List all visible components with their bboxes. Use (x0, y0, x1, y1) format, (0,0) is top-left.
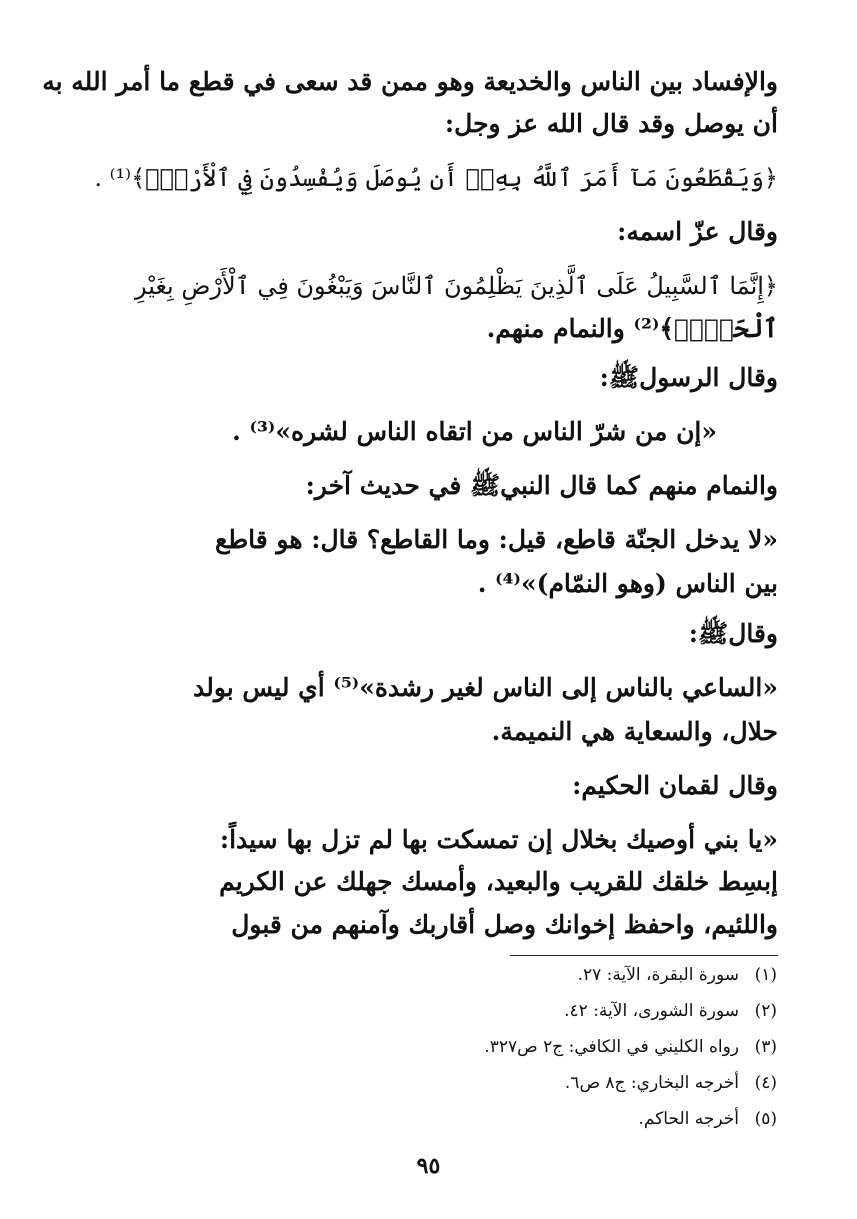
body-line: وقال الرسولﷺ: (599, 363, 778, 392)
body-line: ٱلْحَقِّۚ﴾⁽²⁾ والنمام منهم. (486, 314, 778, 343)
footnote (638, 1107, 777, 1131)
body-line: والإفساد بين الناس والخديعة وهو ممن قد سعى في قطع ما أمر الله به (42, 67, 778, 96)
page-number: ٩٥ (416, 1153, 441, 1179)
hadith-quote: «إن من شرّ الناس من اتقاه الناس لشره»⁽³⁾ . (232, 417, 717, 446)
footnote-text: أخرجه البخاري: ج٨ ص٦. (564, 1073, 739, 1093)
body-line: أن يوصل وقد قال الله عز وجل: (444, 109, 778, 138)
footnote (564, 999, 777, 1023)
quote-line: واللئيم، واحفظ إخوانك وصل أقاربك وآمنهم من قبول (231, 910, 778, 939)
hadith-quote: «الساعي بالناس إلى الناس لغير رشدة»⁽⁵⁾ أي ليس بولد (193, 673, 778, 702)
footnote (484, 1035, 777, 1059)
footnote-number: (١) (754, 965, 777, 985)
body-line: حلال، والسعاية هي النميمة. (491, 717, 778, 746)
body-line: وقال عزّ اسمه: (617, 217, 778, 246)
quote-line: إبسِط خلقك للقريب والبعيد، وأمسك جهلك عن الكريم (219, 867, 778, 896)
quran-verse: ﴿وَيَقْطَعُونَ مَآ أَمَرَ ٱللَّهُ بِهِۦٓ أَن يُوصَلَ وَيُفْسِدُونَ فِي ٱلْأَرْضِۚ﴾⁽¹⁾ . (94, 164, 778, 192)
hadith-quote: بين الناس (وهو النمّام)»⁽⁴⁾ . (477, 569, 778, 598)
quran-verse: ﴿إِنَّمَا ٱلسَّبِيلُ عَلَى ٱلَّذِينَ يَظْلِمُونَ ٱلنَّاسَ وَيَبْغُونَ فِي ٱلْأَرْضِ بِغَيْرِ (134, 272, 778, 300)
footnote (565, 1071, 777, 1095)
body-line: وقالﷺ: (688, 619, 778, 648)
footnote-number: (٢) (754, 1001, 777, 1021)
footnote-divider (510, 955, 778, 956)
footnote-text: سورة الشورى، الآية: ٤٢. (564, 1001, 739, 1021)
footnote-text: رواه الكليني في الكافي: ج٢ ص٣٢٧. (484, 1037, 739, 1057)
footnote-number: (٥) (754, 1109, 777, 1129)
hadith-quote: «لا يدخل الجنّة قاطع، قيل: وما القاطع؟ قال: هو قاطع (214, 525, 778, 554)
quote-line: «يا بني أوصيك بخلال إن تمسكت بها لم تزل بها سيداً: (219, 825, 778, 854)
body-line: والنمام منهم كما قال النبيﷺ في حديث آخر: (305, 471, 778, 500)
footnote-number: (٤) (754, 1073, 777, 1093)
footnote-text: أخرجه الحاكم. (638, 1109, 739, 1129)
footnote (578, 963, 777, 987)
footnote-text: سورة البقرة، الآية: ٢٧. (577, 965, 739, 985)
body-line: وقال لقمان الحكيم: (572, 771, 778, 800)
footnote-number: (٣) (754, 1037, 777, 1057)
